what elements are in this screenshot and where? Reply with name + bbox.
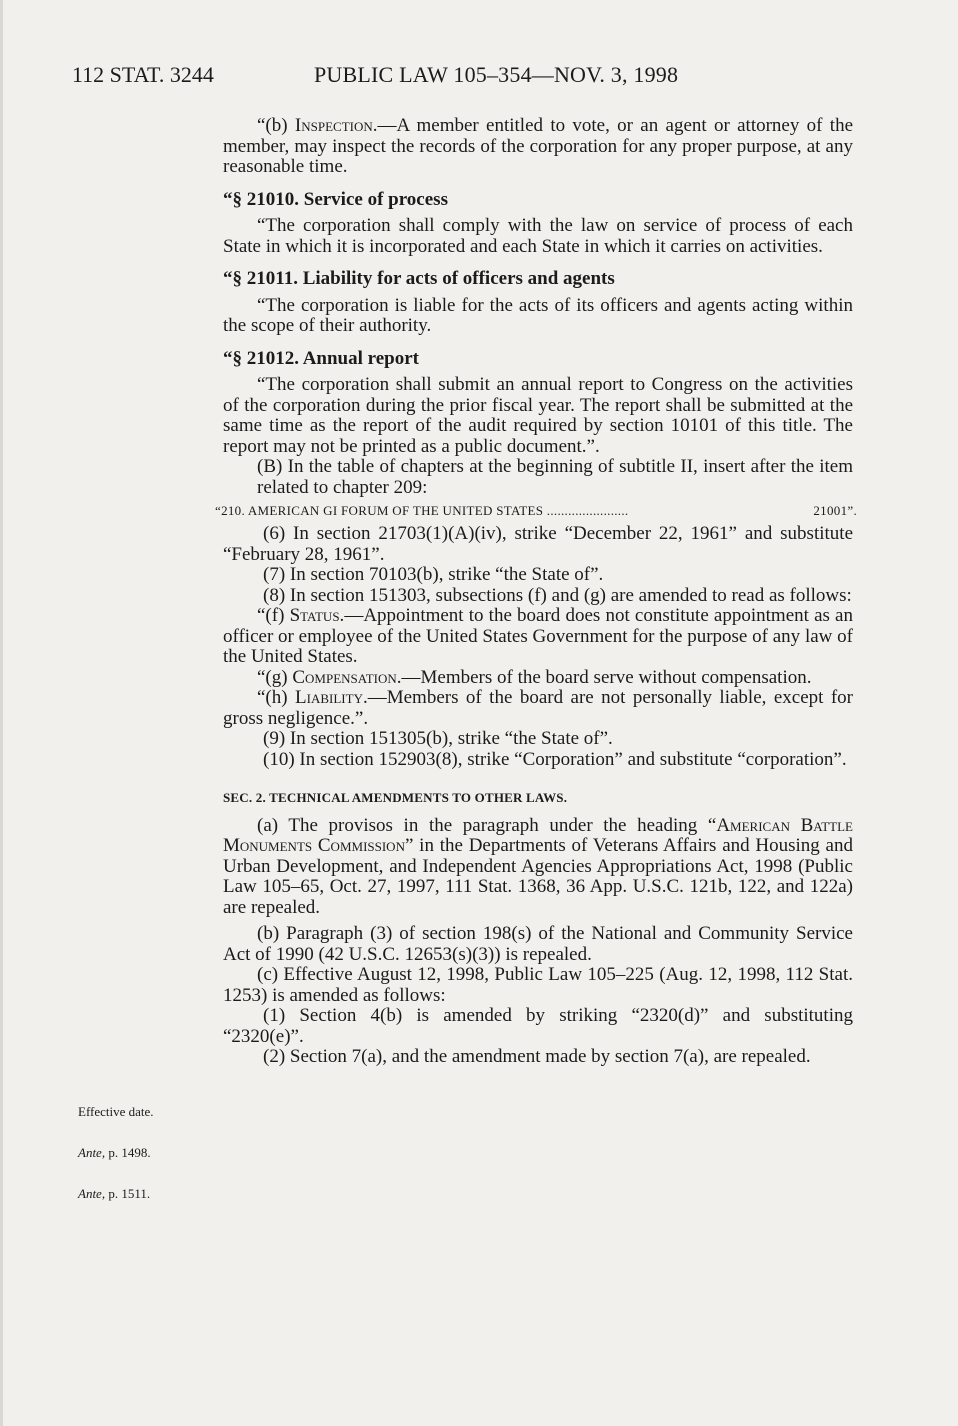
subheading: Liability. (295, 687, 368, 708)
text: —A member entitled to vote, or an agent or attorney of the member, may inspect the records of the corporation for any proper purpose, at any reasonable time. (223, 115, 854, 177)
paragraph-21010: “The corporation shall comply with the law on service of process of each State in which it is incorporated and each State in which it carries on activities. (223, 215, 853, 257)
text: ” in the Departments of Veterans Affairs and Housing and Urban Development, and Independent Agencies Appropriations Act, 1998 (Public Law 105–65, Oct. 27, 1997, 111 Stat. 1368, 36 App. U.S.C. 121b, 122, and 122a) are repealed. (223, 835, 853, 918)
paragraph-21011: “The corporation is liable for the acts of its officers and agents acting within the scope of their authority. (223, 294, 853, 336)
text: —Members of the board are not personally liable, except for gross negligence.”. (223, 687, 853, 729)
text: p. 1511. (105, 1186, 151, 1201)
subheading: American Battle Monuments Commission (223, 814, 853, 856)
subheading: Inspection. (294, 115, 378, 136)
toc-entry-section: 21001”. (813, 503, 857, 518)
text: “(g) (257, 666, 293, 688)
section-2-heading: SEC. 2. TECHNICAL AMENDMENTS TO OTHER LAWS. (223, 790, 568, 805)
paragraph-status (223, 606, 853, 668)
page-header (72, 62, 898, 92)
paragraph-table-of-chapters: (B) In the table of chapters at the beginning of subtitle II, insert after the item related to chapter 209: (257, 456, 853, 498)
paragraph-2c: (c) Effective August 12, 1998, Public Law 105–225 (Aug. 12, 1998, 112 Stat. 1253) is amended as follows: (223, 964, 853, 1006)
text: “(h) (257, 687, 296, 708)
stat-page-number: 112 STAT. 3244 (72, 62, 214, 87)
paragraph-2a (223, 816, 853, 919)
paragraph-liability (223, 688, 853, 729)
margin-note-effective-date: Effective date. (78, 1104, 154, 1119)
section-heading-21010: “§ 21010. Service of process (223, 188, 448, 210)
paragraph-21012: “The corporation shall submit an annual report to Congress on the activities of the corporation during the prior fiscal year. The report shall be submitted at the same time as the report of the audit required by section 10101 of this title. The report may not be printed as a public document.”. (223, 374, 853, 457)
item-6: (6) In section 21703(1)(A)(iv), strike “December 22, 1961” and substitute “February 28, 1961”. (223, 523, 853, 565)
section-heading-21011: “§ 21011. Liability for acts of officers and agents (223, 268, 615, 289)
toc-entry-title: “210. AMERICAN GI FORUM OF THE UNITED STATES ....................... (215, 503, 629, 518)
text: p. 1498. (105, 1145, 151, 1160)
item-7: (7) In section 70103(b), strike “the State of”. (263, 564, 604, 585)
section-heading-21012: “§ 21012. Annual report (223, 347, 420, 369)
text: (a) The provisos in the paragraph under the heading “ (257, 814, 717, 836)
item-8: (8) In section 151303, subsections (f) and (g) are amended to read as follows: (263, 584, 852, 606)
table-of-chapters-entry (215, 501, 857, 518)
margin-note-ante-1498 (78, 1145, 151, 1161)
text: “(f) (257, 605, 290, 626)
item-9: (9) In section 151305(b), strike “the State of”. (263, 728, 613, 749)
public-law-title: PUBLIC LAW 105–354—NOV. 3, 1998 (314, 62, 679, 87)
paragraph-inspection (223, 116, 853, 178)
item-c1: (1) Section 4(b) is amended by striking “2320(d)” and substituting “2320(e)”. (223, 1005, 853, 1047)
text: —Members of the board serve without compensation. (401, 666, 812, 688)
document-body (215, 115, 857, 1068)
item-10: (10) In section 152903(8), strike “Corporation” and substitute “corporation”. (263, 748, 847, 770)
subheading: Status. (289, 605, 345, 626)
text: Ante, (78, 1145, 106, 1160)
text: Ante, (78, 1186, 106, 1201)
paragraph-compensation (223, 668, 853, 689)
text: “(b) (257, 115, 295, 136)
item-c2: (2) Section 7(a), and the amendment made by section 7(a), are repealed. (263, 1046, 811, 1067)
paragraph-2b: (b) Paragraph (3) of section 198(s) of the National and Community Service Act of 1990 (42 U.S.C. 12653(s)(3)) is repealed. (223, 923, 853, 965)
subheading: Compensation. (292, 666, 402, 688)
page-edge (0, 0, 3, 1426)
text: —Appointment to the board does not constitute appointment as an officer or employee of the United States Government for the purpose of any law of the United States. (223, 605, 853, 667)
margin-note-ante-1511 (78, 1186, 150, 1202)
